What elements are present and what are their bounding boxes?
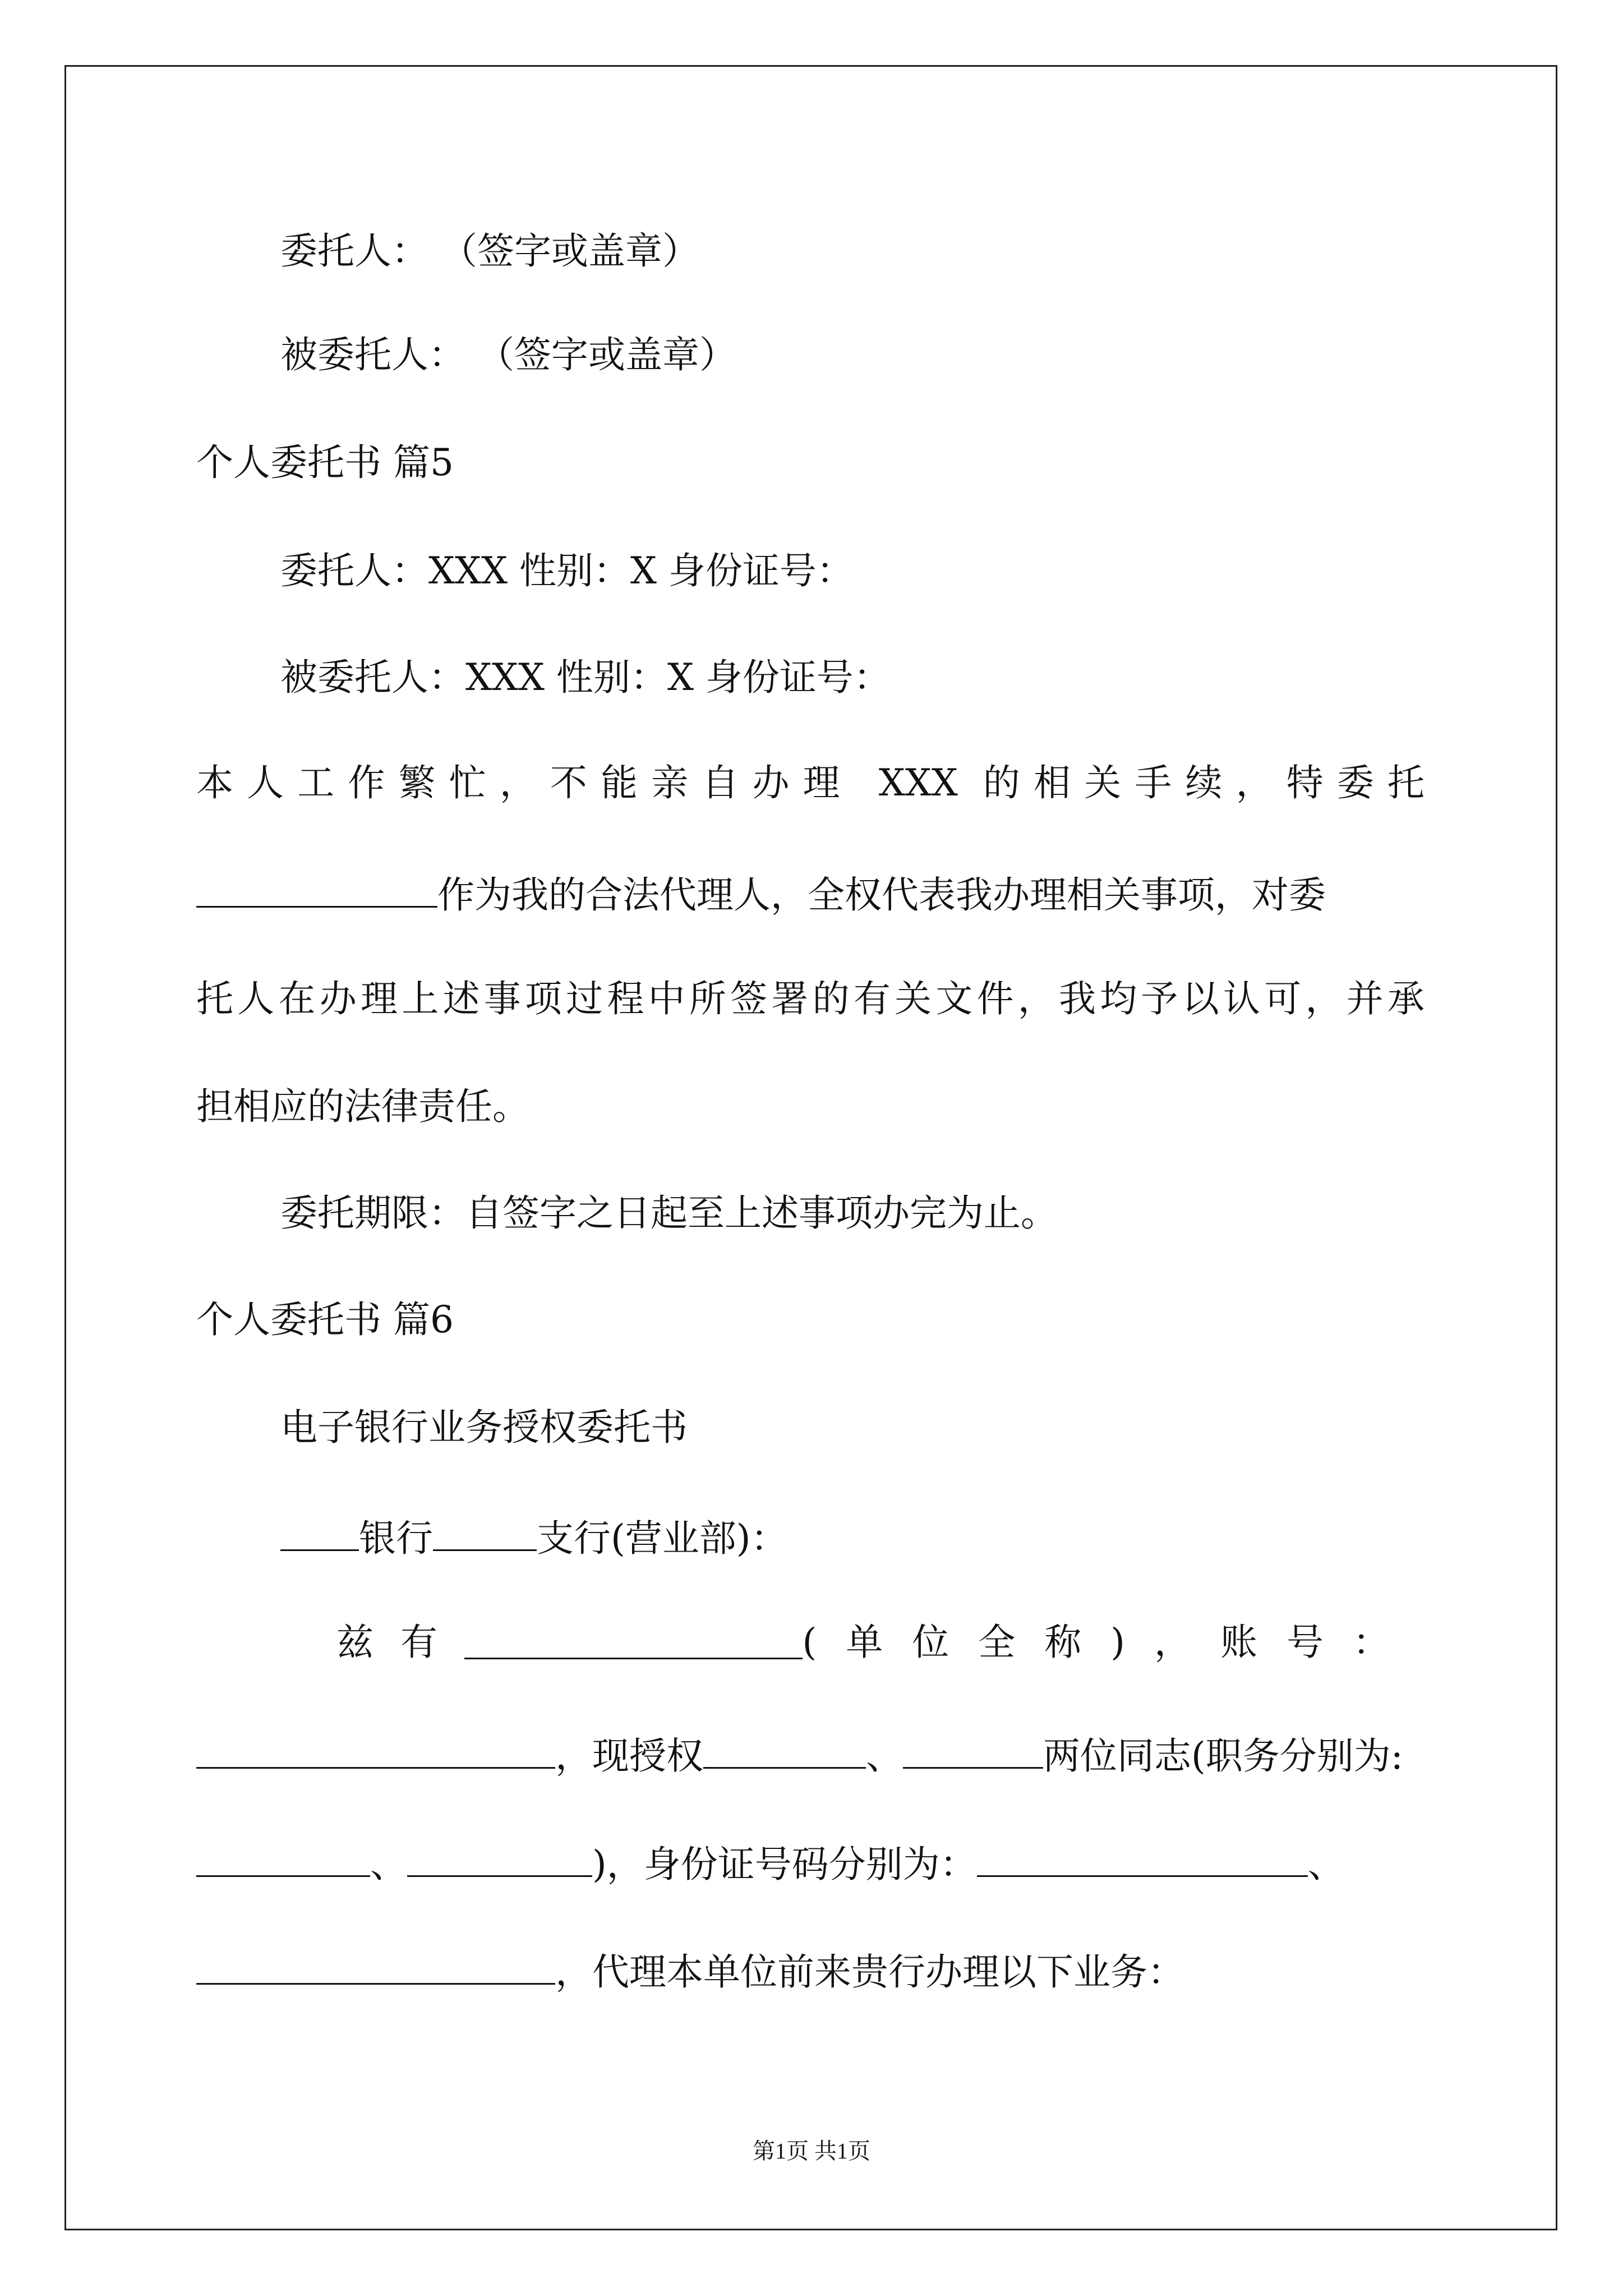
paragraph-line: 担相应的法律责任。 <box>196 1085 529 1128</box>
blank-underline <box>903 1733 1043 1769</box>
section-heading-5: 个人委托书 篇5 <box>196 441 454 484</box>
blank-underline <box>196 872 437 908</box>
page-footer: 第1页 共1页 <box>753 2138 870 2164</box>
branch-label: 支行(营业部)： <box>537 1517 788 1560</box>
paragraph-text: (单位全称)，账号： <box>802 1621 1419 1664</box>
paragraph-line <box>196 1842 1345 1886</box>
section-heading-6: 个人委托书 篇6 <box>196 1298 454 1341</box>
blank-underline <box>703 1733 866 1769</box>
blank-underline <box>196 1842 370 1877</box>
blank-underline <box>280 1516 359 1551</box>
agent-signature-line: 被委托人： （签字或盖章） <box>280 333 736 376</box>
paragraph-line <box>196 1949 1184 1994</box>
blank-underline <box>464 1624 803 1659</box>
bank-label: 银行 <box>359 1517 433 1560</box>
principal-info-line: 委托人：XXX 性别：X 身份证号： <box>280 549 854 592</box>
blank-underline <box>196 1733 555 1769</box>
principal-signature-line: 委托人： （签字或盖章） <box>280 229 699 273</box>
paragraph-line: 托人在办理上述事项过程中所签署的有关文件，我均予以认可，并承 <box>196 977 1424 1020</box>
paragraph-text: ，代理本单位前来贵行办理以下业务： <box>555 1950 1184 1994</box>
paragraph-line <box>336 1621 1419 1664</box>
paragraph-text: )，身份证号码分别为： <box>592 1843 977 1886</box>
paragraph-text: 作为我的合法代理人，全权代表我办理相关事项，对委 <box>437 873 1326 917</box>
paragraph-text: 两位同志(职务分别为: <box>1043 1734 1403 1778</box>
bank-address-line <box>280 1516 788 1560</box>
paragraph-line <box>196 1733 1403 1778</box>
blank-underline <box>433 1516 537 1551</box>
blank-underline <box>407 1842 592 1877</box>
authorization-paragraph <box>196 761 1424 804</box>
paragraph-block <box>196 977 1424 1020</box>
paragraph-line <box>196 872 1326 917</box>
blank-underline <box>977 1842 1308 1877</box>
page-border <box>64 65 1557 2230</box>
paragraph-text: 、 <box>866 1734 903 1778</box>
paragraph-text: 兹有 <box>336 1621 464 1664</box>
paragraph-text: ，现授权 <box>555 1734 703 1778</box>
paragraph-text: 、 <box>1307 1843 1345 1886</box>
paragraph-text: 、 <box>370 1843 407 1886</box>
paragraph-line: 本人工作繁忙，不能亲自办理 XXX 的相关手续，特委托 <box>196 761 1424 804</box>
document-subtitle: 电子银行业务授权委托书 <box>280 1406 688 1449</box>
agent-info-line: 被委托人：XXX 性别：X 身份证号： <box>280 656 891 699</box>
blank-underline <box>196 1949 555 1985</box>
term-line: 委托期限：自签字之日起至上述事项办完为止。 <box>280 1191 1058 1235</box>
